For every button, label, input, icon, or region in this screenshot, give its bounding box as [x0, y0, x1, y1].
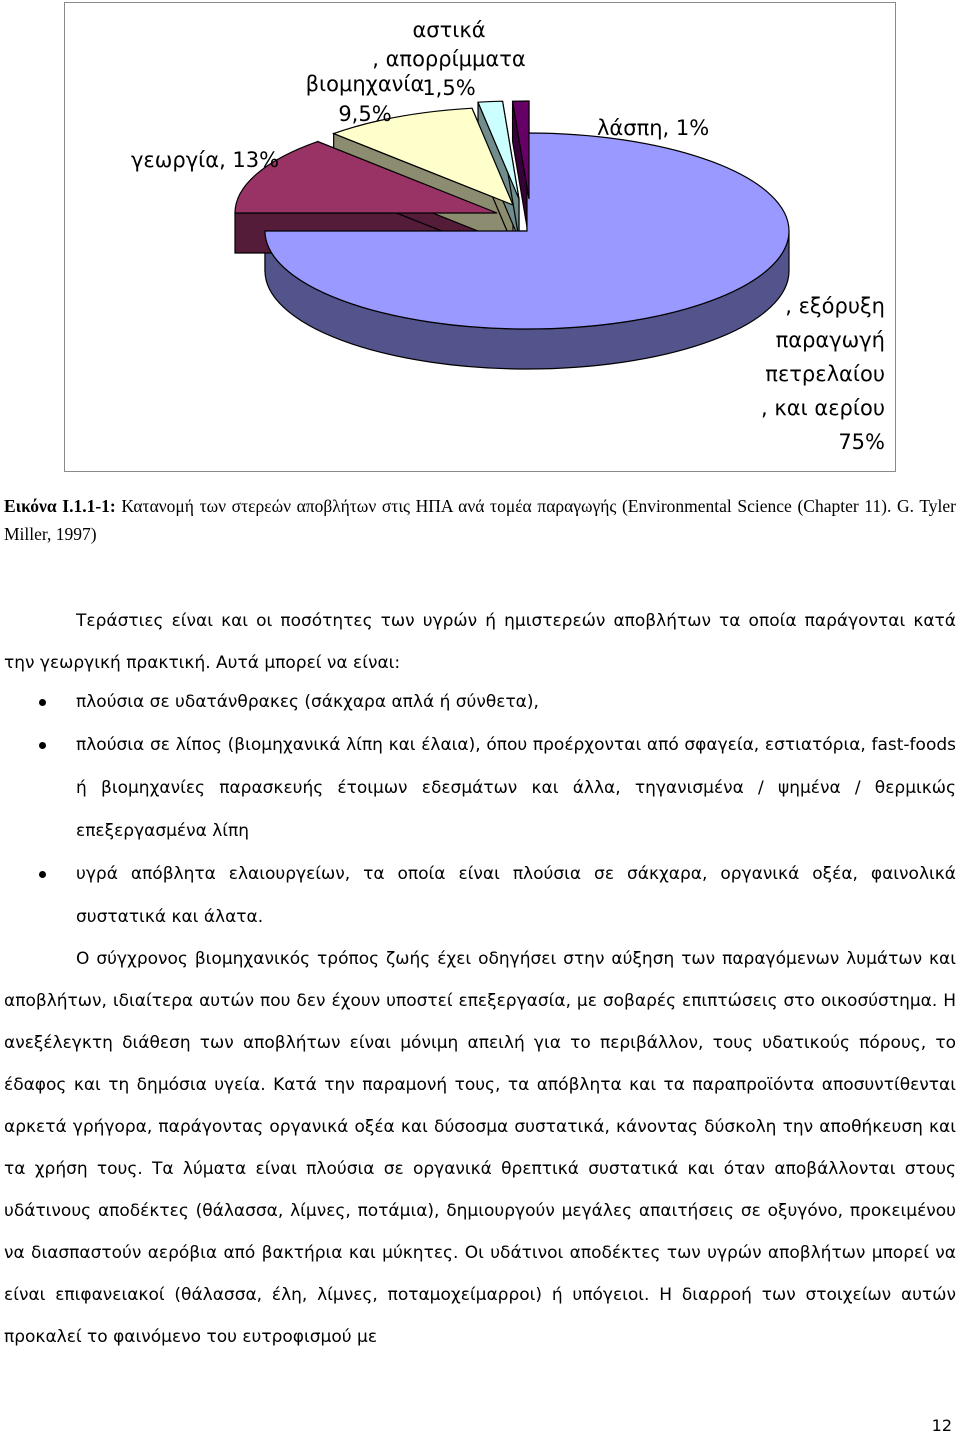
caption-text: Κατανομή των στερεών αποβλήτων στις ΗΠΑ ανά τομέα παραγωγής (Environmental Science (Chapter 11). G. Tyler Miller, 1997) [4, 496, 956, 544]
list-item-text: πλούσια σε λίπος (βιομηχανικά λίπη και έλαια), όπου προέρχονται από σφαγεία, εστιατόρια, fast-foods ή βιομηχανίες παρασκευής έτοιμων εδεσμάτων και άλλα, τηγανισμένα / ψημένα / θερμικώς επεξεργασμένα λίπη [76, 735, 956, 841]
list-item [0, 681, 956, 724]
list-item-text: πλούσια σε υδατάνθρακες (σάκχαρα απλά ή σύνθετα), [76, 692, 539, 712]
pie-slice-label: , εξόρυξη [785, 294, 885, 318]
list-item [0, 853, 956, 939]
pie-chart [65, 3, 895, 471]
pie-slice-label: , απορρίμματα [372, 47, 526, 71]
bullet-icon [39, 742, 46, 749]
list-item-text: υγρά απόβλητα ελαιουργείων, τα οποία είναι πλούσια σε σάκχαρα, οργανικά οξέα, φαινολικά συστατικά και άλατα. [76, 864, 956, 927]
page-number: 12 [931, 1416, 952, 1435]
pie-chart-frame [64, 2, 896, 472]
paragraph-intro [4, 600, 956, 684]
bullet-icon [39, 699, 46, 706]
caption-label: Εικόνα Ι.1.1-1: [4, 496, 116, 516]
pie-slice-label: πετρελαίου [765, 362, 885, 386]
pie-slice-label: γεωργία, 13% [131, 148, 280, 172]
paragraph-body: Ο σύγχρονος βιομηχανικός τρόπος ζωής έχει οδηγήσει στην αύξηση των παραγόμενων λυμάτων και αποβλήτων, ιδιαίτερα αυτών που δεν έχουν υποστεί επεξεργασία, με σοβαρές επιπτώσεις στο οικοσύστημα. Η ανεξέλεγκτη διάθεση των αποβλήτων είναι μόνιμη απειλή για το περιβάλλον, τους υδατικούς πόρους, το έδαφος και τη δημόσια υγεία. Κατά την παραμονή τους, τα απόβλητα και τα παραπροϊόντα αποσυντίθενται αρκετά γρήγορα, παράγοντας οργανικά οξέα και δύσοσμα συστατικά, κάνοντας δύσκολη την αποθήκευση και τα χρήση τους. Τα λύματα είναι πλούσια σε οργανικά θρεπτικά συστατικά και όταν αποβάλλονται στους υδάτινους αποδέκτες (θάλασσα, λίμνες, ποτάμια), δημιουργούν μεγάλες απαιτήσεις σε οξυγόνο, προκειμένου να διασπαστούν αερόβια από βακτήρια και μύκητες. Οι υδάτινοι αποδέκτες των υγρών αποβλήτων μπορεί να είναι επιφανειακοί (θάλασσα, έλη, λίμνες, ποταμοχείμαρροι) ή υπόγειοι. Η διαρροή των στοιχείων αυτών προκαλεί το φαινόμενο του ευτροφισμού με [4, 949, 956, 1347]
pie-slice-label: παραγωγή [775, 328, 885, 352]
paragraph-intro-text: Τεράστιες είναι και οι ποσότητες των υγρών ή ημιστερεών αποβλήτων τα οποία παράγονται κατά την γεωργική πρακτική. Αυτά μπορεί να είναι: [4, 611, 956, 673]
pie-slice-label: λάσπη, 1% [597, 116, 710, 140]
bullet-list [0, 681, 956, 939]
pie-slice-label: αστικά [412, 18, 486, 42]
pie-slice-label: , και αερίου [761, 396, 885, 420]
pie-slice-label: βιομηχανία [305, 72, 425, 96]
bullet-icon [39, 871, 46, 878]
pie-slice-label: 1,5% [422, 76, 476, 100]
pie-slice-label: 9,5% [338, 102, 392, 126]
figure-caption [4, 492, 956, 548]
list-item [0, 724, 956, 853]
pie-slice-label: 75% [838, 430, 885, 454]
